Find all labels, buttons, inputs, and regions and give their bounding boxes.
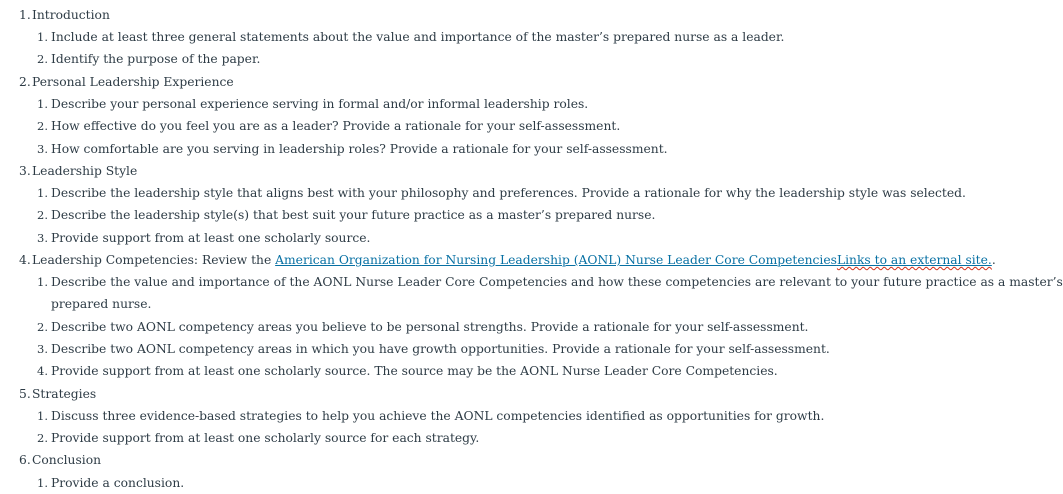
list-item	[37, 184, 966, 202]
item-text: Describe the leadership style(s) that best suit your future practice as a master’s prepared nurse.	[51, 208, 656, 222]
item-number: 1.	[37, 476, 48, 490]
section-title-end: .	[991, 253, 996, 267]
list-item	[37, 95, 588, 113]
list-item	[37, 28, 784, 46]
item-text: Identify the purpose of the paper.	[51, 52, 261, 66]
item-number: 1.	[37, 275, 48, 289]
section-title: Introduction	[32, 8, 110, 22]
item-text: How effective do you feel you are as a leader? Provide a rationale for your self-assessment.	[51, 119, 621, 133]
item-text-continued: prepared nurse.	[51, 297, 152, 311]
list-item	[37, 206, 655, 224]
section-number: 5.	[19, 387, 31, 401]
section-number: 2.	[19, 75, 31, 89]
item-number: 1.	[37, 30, 48, 44]
link-text: American Organization for Nursing Leadership (AONL) Nurse Leader Core Competencies	[275, 253, 837, 267]
item-number: 2.	[37, 431, 48, 445]
section-leadership-competencies	[19, 251, 996, 269]
list-item	[37, 140, 668, 158]
section-title: Leadership Style	[32, 164, 138, 178]
item-text: Describe two AONL competency areas you believe to be personal strengths. Provide a rationale for your self-assessment.	[51, 320, 809, 334]
list-item	[37, 429, 479, 447]
item-text: Include at least three general statements about the value and importance of the master’s prepared nurse as a leader.	[51, 30, 785, 44]
item-text: How comfortable are you serving in leadership roles? Provide a rationale for your self-assessment.	[51, 142, 668, 156]
list-item	[37, 273, 1063, 291]
list-item	[37, 362, 778, 380]
list-item	[37, 117, 620, 135]
item-text: Describe the leadership style that aligns best with your philosophy and preferences. Provide a rationale for why the leadership style was selected.	[51, 186, 966, 200]
item-text: Describe the value and importance of the AONL Nurse Leader Core Competencies and how these competencies are relevant to your future practice as a master’s	[51, 275, 1063, 289]
section-personal-leadership-experience	[19, 73, 234, 91]
item-number: 3.	[37, 342, 48, 356]
section-number: 6.	[19, 453, 31, 467]
list-item	[37, 229, 370, 247]
item-text: Describe your personal experience serving in formal and/or informal leadership roles.	[51, 97, 589, 111]
aonl-competencies-link[interactable]	[275, 253, 992, 267]
list-item-continuation	[51, 295, 151, 313]
section-title: Personal Leadership Experience	[32, 75, 234, 89]
section-number: 3.	[19, 164, 31, 178]
item-number: 1.	[37, 186, 48, 200]
item-number: 1.	[37, 97, 48, 111]
external-link-label: Links to an external site.	[836, 253, 992, 267]
item-text: Provide support from at least one scholarly source. The source may be the AONL Nurse Leader Core Competencies.	[51, 364, 778, 378]
list-item	[37, 318, 808, 336]
item-number: 2.	[37, 320, 48, 334]
item-text: Describe two AONL competency areas in which you have growth opportunities. Provide a rationale for your self-assessment.	[51, 342, 830, 356]
list-item	[37, 50, 260, 68]
section-number: 1.	[19, 8, 31, 22]
item-text: Provide support from at least one scholarly source.	[51, 231, 371, 245]
section-introduction	[19, 6, 110, 24]
section-conclusion	[19, 451, 101, 469]
section-title: Conclusion	[32, 453, 102, 467]
item-number: 1.	[37, 409, 48, 423]
item-number: 2.	[37, 208, 48, 222]
list-item	[37, 407, 824, 425]
item-number: 2.	[37, 119, 48, 133]
item-text: Provide support from at least one scholarly source for each strategy.	[51, 431, 480, 445]
section-number: 4.	[19, 253, 31, 267]
item-number: 2.	[37, 52, 48, 66]
item-number: 3.	[37, 231, 48, 245]
list-item	[37, 474, 184, 492]
section-title: Leadership Competencies: Review the	[32, 253, 276, 267]
list-item	[37, 340, 830, 358]
item-number: 3.	[37, 142, 48, 156]
item-text: Provide a conclusion.	[51, 476, 185, 490]
section-leadership-style	[19, 162, 137, 180]
section-title: Strategies	[32, 387, 97, 401]
item-text: Discuss three evidence-based strategies to help you achieve the AONL competencies identified as opportunities for growth.	[51, 409, 825, 423]
section-strategies	[19, 385, 96, 403]
item-number: 4.	[37, 364, 48, 378]
